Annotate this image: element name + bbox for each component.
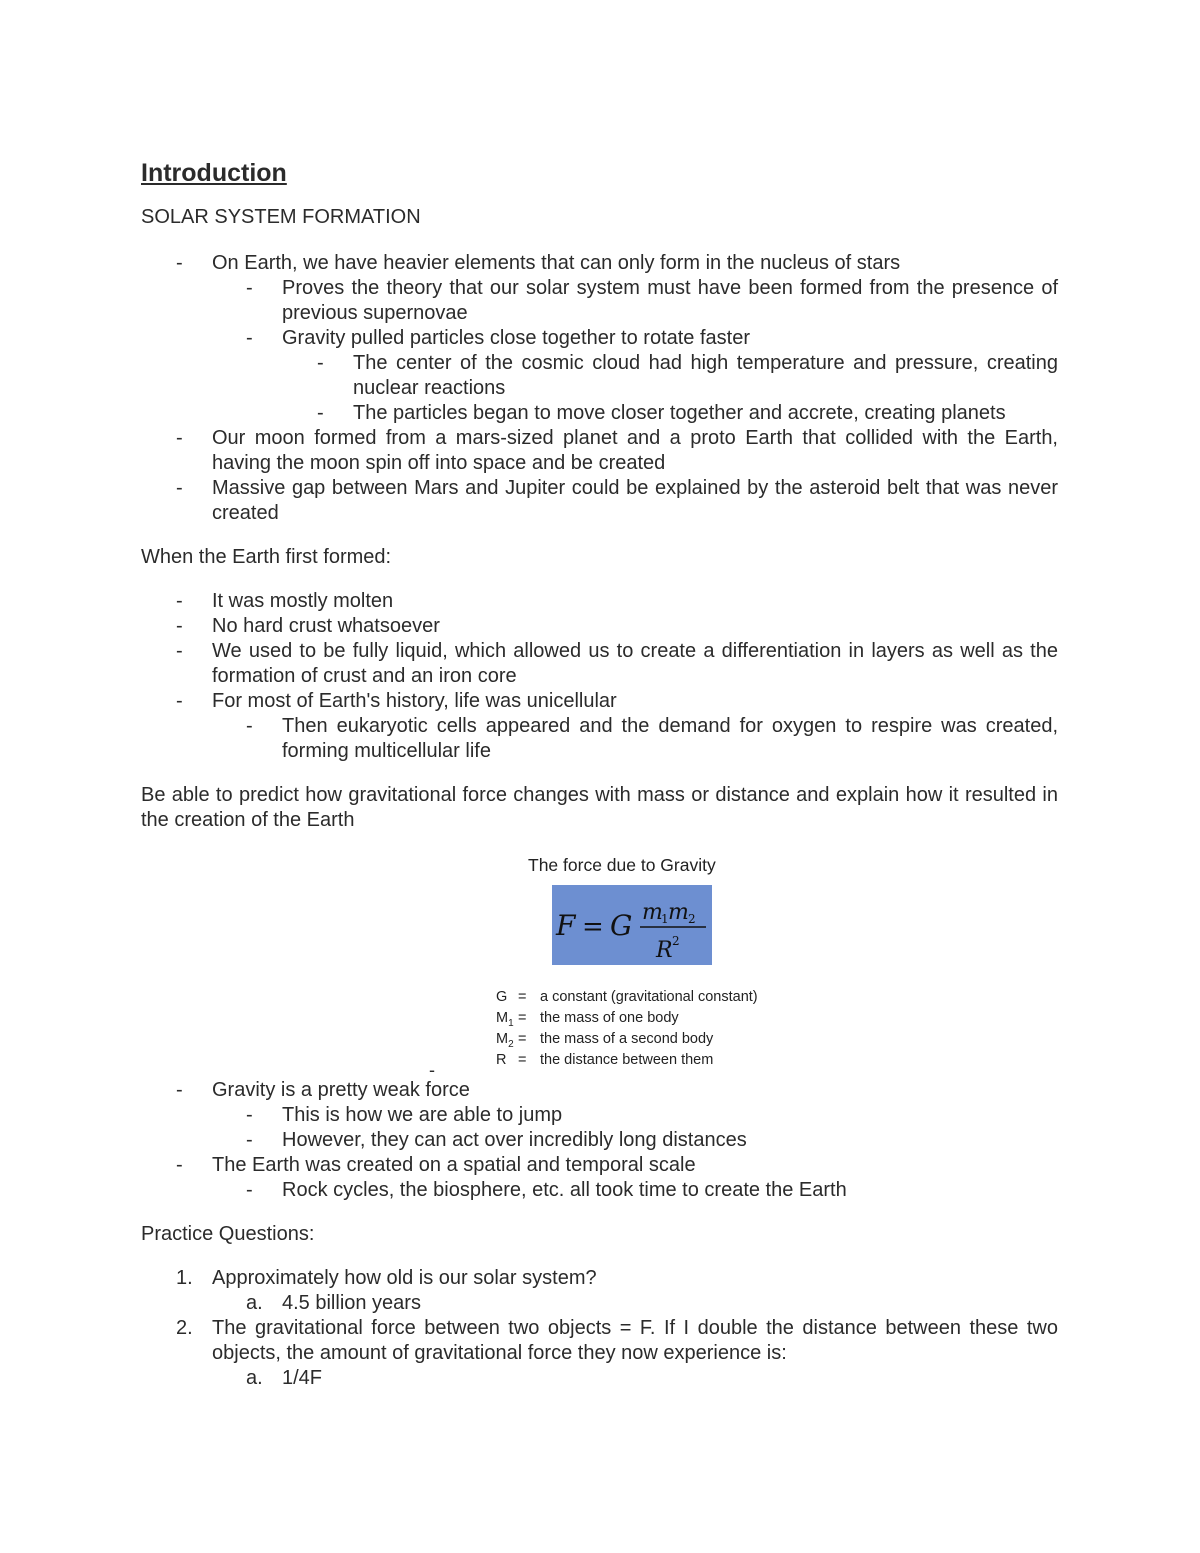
bullet-dash: - <box>246 327 253 349</box>
answer-letter: a. <box>246 1292 263 1314</box>
bullet-dash: - <box>176 427 183 449</box>
bullet-dash: - <box>176 690 183 712</box>
list-item: - The particles began to move closer together and accrete, creating planets <box>317 402 1006 424</box>
bullet-dash: - <box>246 715 253 737</box>
list-item: - No hard crust whatsoever <box>176 615 440 637</box>
legend-equals: = <box>518 1031 527 1047</box>
list-item: - Proves the theory that our solar system must have been formed from the presence of previous supernovae <box>246 277 1058 324</box>
bullet-dash: - <box>176 477 183 499</box>
svg-text:R: R <box>656 938 673 963</box>
list-item: - This is how we are able to jump <box>246 1104 563 1126</box>
practice-heading: Practice Questions: <box>141 1223 315 1245</box>
bullet-dash: - <box>317 352 324 374</box>
list-item: - Gravity is a pretty weak force <box>176 1079 470 1101</box>
svg-text:2: 2 <box>672 934 680 948</box>
bullet-dash: - <box>317 402 324 424</box>
legend-symbol: G <box>496 989 508 1005</box>
list-item: - However, they can act over incredibly long distances <box>246 1129 747 1151</box>
legend-equals: = <box>518 1010 527 1026</box>
formation-list <box>141 251 1058 526</box>
bullet-dash: - <box>246 1179 253 1201</box>
bullet-dash: - <box>176 640 183 662</box>
svg-text:F: F <box>556 909 576 942</box>
list-item: - For most of Earth's history, life was unicellular <box>176 690 617 712</box>
practice-questions <box>141 1266 1058 1391</box>
list-item: - Then eukaryotic cells appeared and the demand for oxygen to respire was created, forming multicellular life <box>246 715 1058 762</box>
page-title: Introduction <box>141 159 287 187</box>
list-item: - The center of the cosmic cloud had high temperature and pressure, creating nuclear reactions <box>317 352 1058 399</box>
svg-text:G: G <box>610 909 633 942</box>
bullet-dash: - <box>176 1154 183 1176</box>
bullet-dash: - <box>246 1129 253 1151</box>
list-item: - On Earth, we have heavier elements that can only form in the nucleus of stars <box>176 252 901 274</box>
list-item: - Gravity pulled particles close together to rotate faster <box>246 327 751 349</box>
legend-symbol: R <box>496 1052 507 1068</box>
legend-equals: = <box>518 1052 527 1068</box>
formula-graphic <box>552 885 712 965</box>
earth-heading: When the Earth first formed: <box>141 546 392 568</box>
bullet-dash: - <box>246 1104 253 1126</box>
question-number: 1. <box>176 1267 193 1289</box>
question-item: 2. The gravitational force between two objects = F. If I double the distance between these two objects, the amount of gravitational force they now experience is: <box>176 1317 1058 1364</box>
bullet-dash: - <box>176 1079 183 1101</box>
legend-description: the mass of one body <box>540 1010 679 1026</box>
svg-text:m: m <box>668 900 689 925</box>
legend-symbol: $M_1$ <box>496 1010 514 1029</box>
legend-symbol: $M_2$ <box>496 1031 514 1050</box>
svg-text:=: = <box>582 912 604 942</box>
gravity-formula <box>552 885 712 965</box>
answer-letter: a. <box>246 1367 263 1389</box>
svg-text:2: 2 <box>688 912 696 926</box>
answer-item: a. 4.5 billion years <box>246 1292 421 1314</box>
question-item: 1. Approximately how old is our solar system? <box>176 1267 597 1289</box>
list-item: - The Earth was created on a spatial and temporal scale <box>176 1154 696 1176</box>
earth-list <box>141 589 1058 764</box>
bullet-dash: - <box>176 590 183 612</box>
svg-text:1: 1 <box>661 912 669 926</box>
bullet-dash: - <box>246 277 253 299</box>
bullet-dash: - <box>429 1060 435 1080</box>
section-heading: SOLAR SYSTEM FORMATION <box>141 206 421 228</box>
document-page <box>141 156 1058 1391</box>
legend-equals: = <box>518 989 527 1005</box>
answer-item: a. 1/4F <box>246 1367 323 1389</box>
list-item: - We used to be fully liquid, which allowed us to create a differentiation in layers as well as the formation of crust and an iron core <box>176 640 1058 687</box>
bullet-dash: - <box>176 252 183 274</box>
list-item: - It was mostly molten <box>176 590 394 612</box>
legend-description: the distance between them <box>540 1052 714 1068</box>
bullet-dash: - <box>176 615 183 637</box>
list-item: - Rock cycles, the biosphere, etc. all took time to create the Earth <box>246 1179 847 1201</box>
legend-description: a constant (gravitational constant) <box>540 989 758 1005</box>
predict-paragraph: Be able to predict how gravitational force changes with mass or distance and explain how it resulted in the creation of the Earth <box>141 784 1058 831</box>
svg-text:m: m <box>642 900 663 925</box>
gravity-figure <box>141 853 1058 1078</box>
question-number: 2. <box>176 1317 193 1339</box>
list-item: - Our moon formed from a mars-sized planet and a proto Earth that collided with the Earth, having the moon spin off into space and be created <box>176 427 1058 474</box>
list-item: - Massive gap between Mars and Jupiter could be explained by the asteroid belt that was never created <box>176 477 1058 524</box>
gravity-list <box>141 1078 1058 1203</box>
legend-description: the mass of a second body <box>540 1031 714 1047</box>
figure-title: The force due to Gravity <box>528 855 716 875</box>
